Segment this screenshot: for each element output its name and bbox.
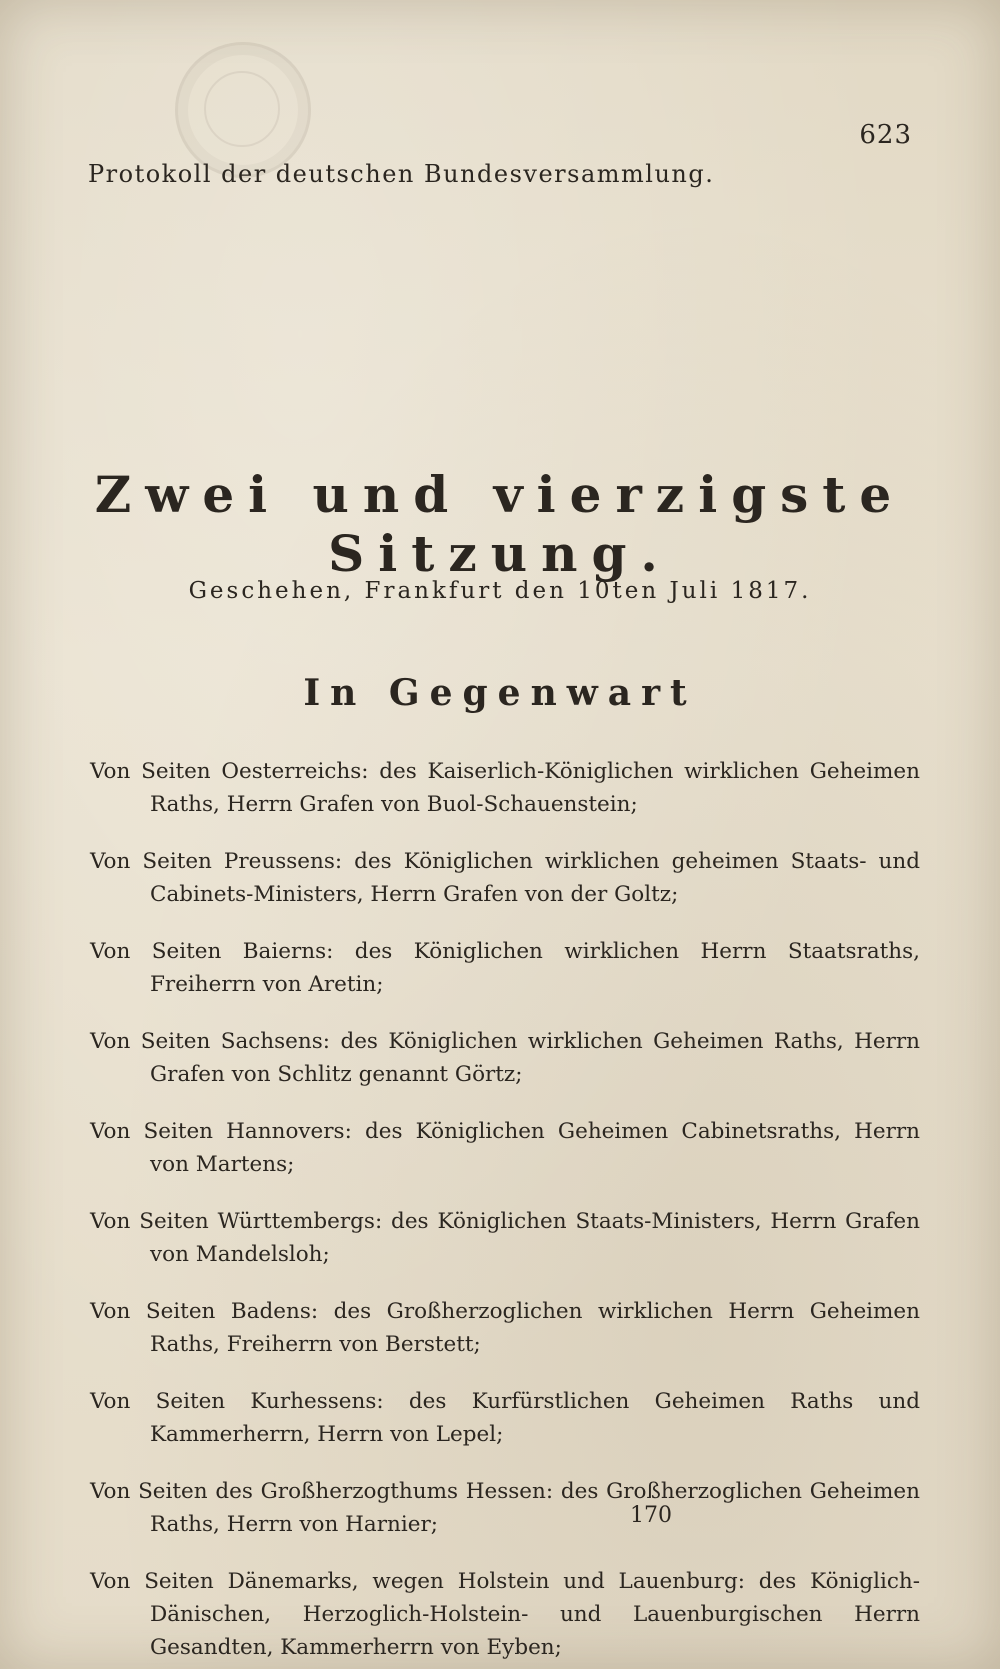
attendance-list	[90, 755, 920, 1669]
attendance-entry-hannover: Von Seiten Hannovers: des Königlichen Geheimen Cabinetsraths, Herrn von Martens;	[90, 1119, 920, 1177]
library-stamp	[175, 42, 311, 178]
attendance-entry-kurhessen: Von Seiten Kurhessens: des Kurfürstlichen Geheimen Raths und Kammerherrn, Herrn von Lepel;	[90, 1389, 920, 1447]
attendance-entry-wuerttemberg: Von Seiten Württembergs: des Königlichen Staats-Ministers, Herrn Grafen von Mandelsloh;	[90, 1209, 920, 1267]
library-stamp-inner-ring	[204, 71, 280, 147]
attendance-entry-hessen: Von Seiten des Großherzogthums Hessen: des Großherzoglichen Geheimen Raths, Herrn von Harnier;	[90, 1479, 920, 1537]
signature-mark: 170	[630, 1503, 672, 1528]
attendance-entry-baiern: Von Seiten Baierns: des Königlichen wirklichen Herrn Staatsraths, Freiherrn von Aretin;	[90, 939, 920, 997]
attendance-entry-preussen: Von Seiten Preussens: des Königlichen wirklichen geheimen Staats- und Cabinets-Ministers, Herrn Grafen von der Goltz;	[90, 849, 920, 907]
running-head: Protokoll der deutschen Bundesversammlung.	[88, 160, 715, 188]
attendance-entry-baden: Von Seiten Badens: des Großherzoglichen wirklichen Herrn Geheimen Raths, Freiherrn von Berstett;	[90, 1299, 920, 1357]
page-number: 623	[859, 120, 912, 150]
dateline: Geschehen, Frankfurt den 10ten Juli 1817.	[188, 578, 812, 604]
presence-heading: In Gegenwart	[303, 672, 697, 714]
attendance-entry-oesterreich: Von Seiten Oesterreichs: des Kaiserlich-Königlichen wirklichen Geheimen Raths, Herrn Grafen von Buol-Schauenstein;	[90, 759, 920, 817]
session-title: Zwei und vierzigste Sitzung.	[94, 465, 906, 583]
attendance-entry-daenemark: Von Seiten Dänemarks, wegen Holstein und Lauenburg: des Königlich-Dänischen, Herzoglich-Holstein- und Lauenburgischen Herrn Gesandten, Kammerherrn von Eyben;	[90, 1569, 920, 1660]
attendance-entry-sachsen: Von Seiten Sachsens: des Königlichen wirklichen Geheimen Raths, Herrn Grafen von Schlitz genannt Görtz;	[90, 1029, 920, 1087]
